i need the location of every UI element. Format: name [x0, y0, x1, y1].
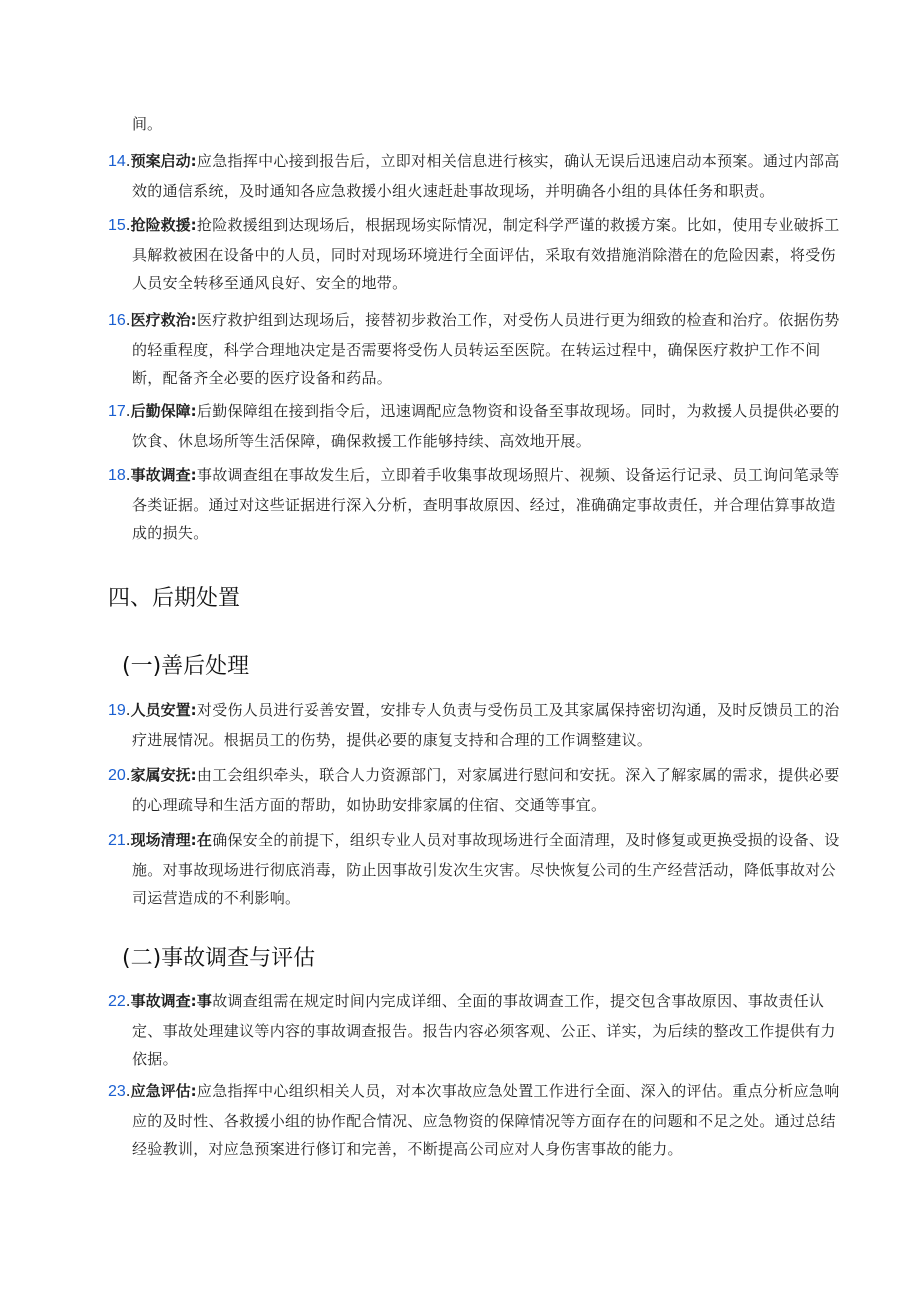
- item-colon: :在: [190, 831, 213, 849]
- item-number: 23: [108, 1083, 126, 1100]
- item-number: 19: [108, 702, 126, 719]
- item-number: 14: [108, 153, 126, 170]
- item-colon: :: [190, 466, 197, 484]
- list-item-19: [108, 696, 840, 754]
- item-colon: :: [190, 766, 197, 784]
- item-number: 22: [108, 993, 126, 1010]
- item-colon: :: [190, 152, 197, 170]
- item-number: 21: [108, 832, 126, 849]
- sub-heading-aftermath: (一)善后处理: [122, 654, 250, 679]
- item-number: 15: [108, 217, 126, 234]
- list-item-20: [108, 761, 840, 819]
- item-label: 现场清理: [130, 831, 191, 849]
- item-colon: :: [190, 1082, 197, 1100]
- item-text: 应急指挥中心接到报告后，立即对相关信息进行核实，确认无误后迅速启动本预案。通过内部高效的通信系统，及时通知各应急救援小组火速赶赴事故现场，并明确各小组的具体任务和职责。: [132, 152, 840, 200]
- item-colon: :: [190, 216, 197, 234]
- item-text: 故调查组需在规定时间内完成详细、全面的事故调查工作，提交包含事故原因、事故责任认定、事故处理建议等内容的事故调查报告。报告内容必须客观、公正、详实，为后续的整改工作提供有力依据。: [132, 992, 836, 1068]
- item-colon: :: [190, 311, 197, 329]
- item-text: 医疗救护组到达现场后，接替初步救治工作，对受伤人员进行更为细致的检查和治疗。依据伤势的轻重程度，科学合理地决定是否需要将受伤人员转运至医院。在转运过程中，确保医疗救护工作不间断，配备齐全必要的医疗设备和药品。: [132, 311, 840, 387]
- item-text: 事故调查组在事故发生后，立即着手收集事故现场照片、视频、设备运行记录、员工询问笔录等各类证据。通过对这些证据进行深入分析，查明事故原因、经过，准确确定事故责任，并合理估算事故造成的损失。: [132, 466, 840, 542]
- list-item-23: [108, 1077, 840, 1164]
- item-dot: .: [125, 701, 131, 719]
- item-label: 预案启动: [130, 152, 191, 170]
- item-dot: .: [125, 466, 131, 484]
- item-dot: .: [125, 992, 131, 1010]
- item-text: 确保安全的前提下，组织专业人员对事故现场进行全面清理，及时修复或更换受损的设备、设施。对事故现场进行彻底消毒，防止因事故引发次生灾害。尽快恢复公司的生产经营活动，降低事故对公司运营造成的不利影响。: [132, 831, 840, 907]
- item-text: 应急指挥中心组织相关人员，对本次事故应急处置工作进行全面、深入的评估。重点分析应急响应的及时性、各救援小组的协作配合情况、应急物资的保障情况等方面存在的问题和不足之处。通过总结经验教训，对应急预案进行修订和完善，不断提高公司应对人身伤害事故的能力。: [132, 1082, 840, 1158]
- item-text: 由工会组织牵头，联合人力资源部门，对家属进行慰问和安抚。深入了解家属的需求，提供必要的心理疏导和生活方面的帮助，如协助安排家属的住宿、交通等事宜。: [132, 766, 840, 814]
- item-dot: .: [125, 1082, 131, 1100]
- list-item-16: [108, 306, 840, 393]
- list-item-15: [108, 211, 840, 298]
- item-dot: .: [125, 402, 131, 420]
- item-label: 事故调查: [130, 992, 191, 1010]
- item-label: 抢险救援: [130, 216, 191, 234]
- item-number: 20: [108, 767, 126, 784]
- item-text: 后勤保障组在接到指令后，迅速调配应急物资和设备至事故现场。同时，为救援人员提供必要的饮食、休息场所等生活保障，确保救援工作能够持续、高效地开展。: [132, 402, 840, 450]
- item-label: 后勤保障: [130, 402, 191, 420]
- item-label: 应急评估: [130, 1082, 191, 1100]
- item-dot: .: [125, 311, 131, 329]
- item-colon: :: [190, 701, 197, 719]
- list-item-14: [108, 147, 840, 205]
- item-number: 18: [108, 467, 126, 484]
- item-label: 事故调查: [130, 466, 191, 484]
- item-colon: :事: [190, 992, 213, 1010]
- continuation-text: 间。: [132, 115, 163, 133]
- list-item-21: [108, 826, 840, 913]
- item-text: 对受伤人员进行妥善安置，安排专人负责与受伤员工及其家属保持密切沟通，及时反馈员工的治疗进展情况。根据员工的伤势，提供必要的康复支持和合理的工作调整建议。: [132, 701, 840, 749]
- list-item-17: [108, 397, 840, 455]
- list-item-22: [108, 987, 840, 1074]
- item-dot: .: [125, 766, 131, 784]
- item-dot: .: [125, 831, 131, 849]
- item-number: 16: [108, 312, 126, 329]
- section-heading: 四、后期处置: [108, 586, 241, 611]
- sub-heading-investigation: (二)事故调查与评估: [122, 946, 316, 971]
- item-text: 抢险救援组到达现场后，根据现场实际情况，制定科学严谨的救援方案。比如，使用专业破拆工具解救被困在设备中的人员，同时对现场环境进行全面评估，采取有效措施消除潜在的危险因素，将受伤人员安全转移至通风良好、安全的地带。: [132, 216, 840, 292]
- item-dot: .: [125, 216, 131, 234]
- item-dot: .: [125, 152, 131, 170]
- list-item-18: [108, 461, 840, 548]
- item-colon: :: [190, 402, 197, 420]
- item-number: 17: [108, 403, 126, 420]
- item-label: 医疗救治: [130, 311, 191, 329]
- item-label: 人员安置: [130, 701, 191, 719]
- item-label: 家属安抚: [130, 766, 191, 784]
